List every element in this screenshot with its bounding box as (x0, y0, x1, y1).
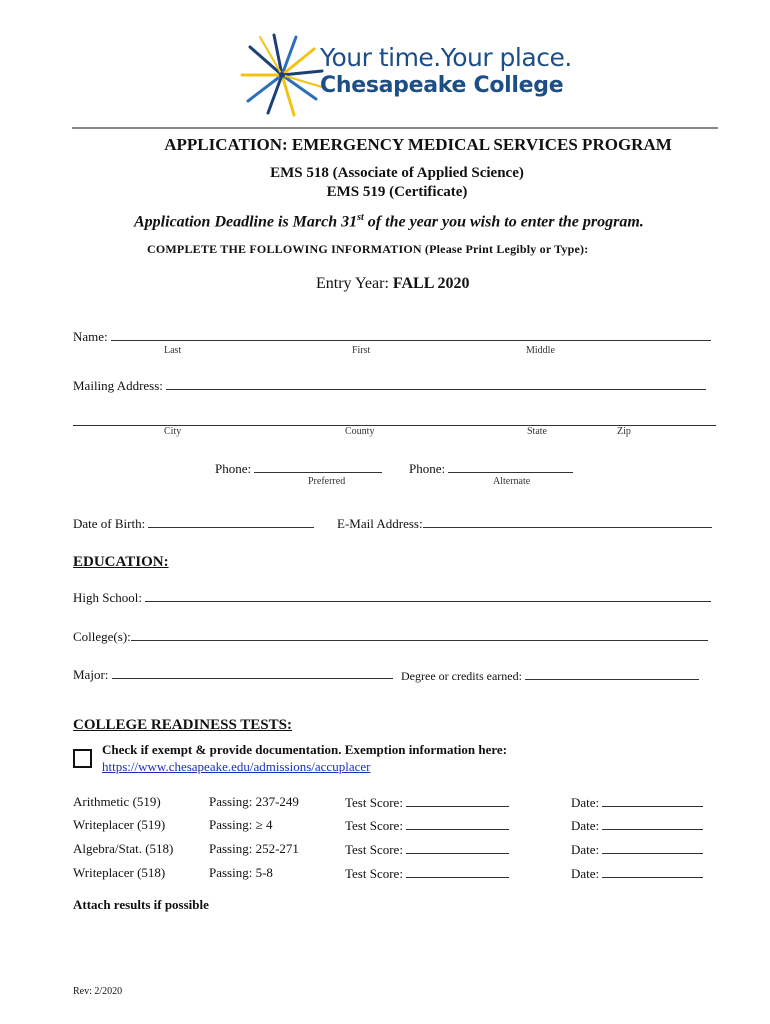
dob-label: Date of Birth: (73, 516, 146, 531)
name-field (73, 328, 711, 345)
college-logo (238, 33, 572, 117)
test-name: Algebra/Stat. (518) (73, 841, 174, 856)
dob-field (73, 515, 314, 532)
test-row-writeplacer-519 (73, 817, 723, 837)
name-first-caption: First (352, 345, 371, 356)
zip-caption: Zip (617, 426, 631, 437)
high-school-input-line[interactable] (145, 589, 711, 602)
date-label: Date: (571, 795, 600, 810)
instructions: COMPLETE THE FOLLOWING INFORMATION (Please Print Legibly or Type): (147, 242, 589, 256)
date-input-line[interactable] (602, 865, 703, 878)
deadline-text-post: of the year you wish to enter the program. (363, 213, 644, 231)
tests-heading: COLLEGE READINESS TESTS: (73, 717, 292, 733)
phone-preferred-input-line[interactable] (254, 460, 382, 473)
dob-input-line[interactable] (148, 515, 314, 528)
score-input-line[interactable] (406, 865, 509, 878)
phone-alternate-field (409, 460, 573, 477)
county-caption: County (345, 426, 375, 437)
logo-tagline: Your time.Your place. (320, 43, 572, 72)
high-school-label: High School: (73, 590, 142, 605)
date-label: Date: (571, 866, 600, 881)
revision-date: Rev: 2/2020 (73, 986, 123, 997)
application-deadline (134, 212, 644, 231)
deadline-sup: st (357, 212, 364, 223)
test-name: Writeplacer (518) (73, 865, 166, 880)
phone-preferred-field (215, 460, 382, 477)
test-passing: Passing: 252-271 (209, 841, 299, 856)
score-input-line[interactable] (406, 794, 509, 807)
phone-alternate-label: Phone: (409, 461, 446, 476)
test-passing: Passing: 237-249 (209, 794, 299, 809)
date-input-line[interactable] (602, 841, 703, 854)
starburst-icon (238, 33, 326, 117)
program-ems519: EMS 519 (Certificate) (326, 184, 468, 200)
program-ems518: EMS 518 (Associate of Applied Science) (270, 165, 524, 181)
state-caption: State (527, 426, 547, 437)
score-label: Test Score: (345, 795, 403, 810)
degree-label: Degree or credits earned: (401, 669, 522, 683)
test-date (571, 865, 703, 882)
test-row-algebra (73, 841, 723, 861)
city-caption: City (164, 426, 182, 437)
score-label: Test Score: (345, 818, 403, 833)
phone-alternate-caption: Alternate (493, 476, 531, 487)
attach-results-note: Attach results if possible (73, 897, 209, 912)
header-divider (72, 127, 718, 129)
test-score (345, 817, 509, 834)
mailing-address-field (73, 377, 706, 394)
test-date (571, 841, 703, 858)
accuplacer-link[interactable]: https://www.chesapeake.edu/admissions/accuplacer (102, 759, 371, 774)
phone-preferred-caption: Preferred (308, 476, 346, 487)
date-label: Date: (571, 842, 600, 857)
mailing-address-label: Mailing Address: (73, 378, 163, 393)
exempt-text: Check if exempt & provide documentation. Exemption information here: (102, 742, 508, 757)
test-score (345, 865, 509, 882)
test-score (345, 841, 509, 858)
test-date (571, 794, 703, 811)
phone-alternate-input-line[interactable] (448, 460, 573, 473)
score-input-line[interactable] (406, 817, 509, 830)
score-label: Test Score: (345, 866, 403, 881)
name-middle-caption: Middle (526, 345, 555, 356)
colleges-field (73, 628, 708, 645)
major-input-line[interactable] (112, 666, 393, 679)
entry-year-value: FALL 2020 (392, 275, 470, 292)
high-school-field (73, 589, 711, 606)
test-score (345, 794, 509, 811)
major-label: Major: (73, 667, 109, 682)
entry-year-label: Entry Year: (316, 275, 389, 292)
date-input-line[interactable] (602, 817, 703, 830)
mailing-address-input-line[interactable] (166, 377, 706, 390)
major-field (73, 666, 393, 683)
deadline-text-pre: Application Deadline is March 31 (134, 213, 358, 231)
degree-input-line[interactable] (525, 667, 699, 680)
exempt-checkbox[interactable] (73, 749, 92, 768)
score-label: Test Score: (345, 842, 403, 857)
exempt-link-wrap (102, 759, 370, 775)
entry-year (316, 275, 470, 293)
date-input-line[interactable] (602, 794, 703, 807)
score-input-line[interactable] (406, 841, 509, 854)
test-row-writeplacer-518 (73, 865, 723, 885)
email-input-line[interactable] (423, 515, 712, 528)
test-name: Arithmetic (519) (73, 794, 161, 809)
test-passing: Passing: ≥ 4 (209, 817, 273, 832)
test-date (571, 817, 703, 834)
name-last-caption: Last (164, 345, 182, 356)
education-heading: EDUCATION: (73, 554, 169, 570)
test-name: Writeplacer (519) (73, 817, 166, 832)
address-line-2[interactable] (73, 412, 716, 426)
phone-preferred-label: Phone: (215, 461, 252, 476)
colleges-input-line[interactable] (131, 628, 708, 641)
email-label: E-Mail Address: (337, 516, 423, 531)
date-label: Date: (571, 818, 600, 833)
name-input-line[interactable] (111, 328, 711, 341)
name-label: Name: (73, 329, 108, 344)
logo-college-name: Chesapeake College (320, 73, 564, 98)
page-title: APPLICATION: EMERGENCY MEDICAL SERVICES PROGRAM (164, 135, 672, 154)
colleges-label: College(s): (73, 629, 131, 644)
degree-field (401, 667, 699, 684)
test-row-arithmetic (73, 794, 723, 814)
email-field (337, 515, 712, 532)
test-passing: Passing: 5-8 (209, 865, 273, 880)
